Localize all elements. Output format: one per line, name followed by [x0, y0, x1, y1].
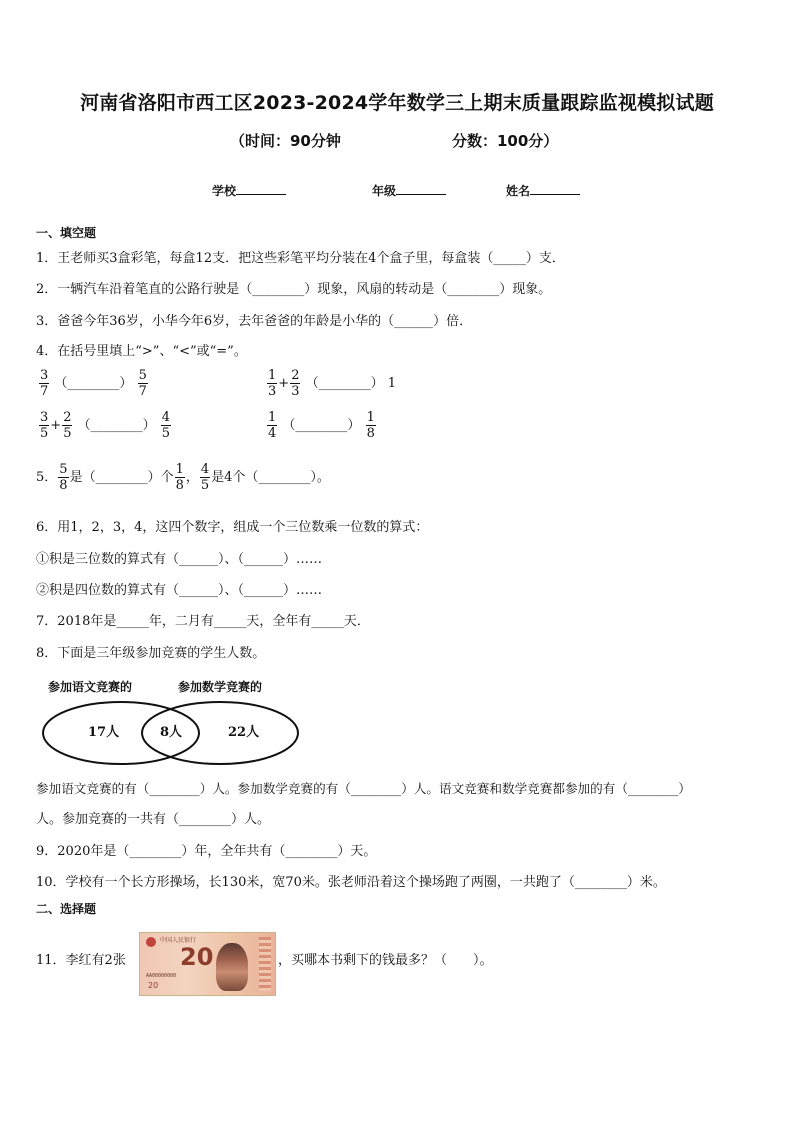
bill-serial: AA00000000 [146, 973, 177, 979]
fraction: $\frac{5}{7}$ [138, 368, 147, 399]
name-label: 姓名 [506, 184, 531, 198]
venn-label-math: 参加数学竞赛的 [178, 680, 263, 694]
fraction: $\frac{1}{8}$ [175, 462, 184, 493]
bill-value: 20 [180, 943, 214, 971]
fraction: $\frac{3}{7}$ [40, 368, 49, 399]
venn-label-chinese: 参加语文竞赛的 [48, 680, 133, 694]
section-fill-blank: 一、填空题 [36, 226, 97, 240]
fraction: $\frac{4}{5}$ [200, 462, 210, 493]
question-6: 6．用1，2，3，4，这四个数字，组成一个三位数乘一位数的算式： [36, 520, 429, 535]
question-1: 1．王老师买3盒彩笔，每盒12支．把这些彩笔平均分装在4个盒子里，每盒装（_____）支． [36, 251, 565, 266]
q4-item-a [38, 368, 149, 399]
q4-item-b [266, 368, 396, 399]
school-label: 学校 [212, 184, 237, 198]
answer-blank[interactable]: （________） [305, 376, 384, 391]
question-9: 9．2020年是（________）年，全年共有（________）天。 [36, 844, 377, 859]
fraction: $\frac{1}{3}$ [268, 368, 277, 399]
venn-middle-count: 8人 [160, 725, 183, 740]
plus-sign: + [50, 418, 62, 433]
answer-blank[interactable]: （________） [282, 418, 361, 433]
question-11-before: 11．李红有2张 [36, 953, 126, 968]
school-field [212, 182, 286, 199]
question-8: 8．下面是三年级参加竞赛的学生人数。 [36, 646, 266, 661]
school-blank[interactable] [236, 194, 286, 195]
question-5 [36, 462, 330, 493]
time-label: （时间：90分钟 [230, 132, 341, 150]
grade-label: 年级 [372, 184, 397, 198]
answer-blank[interactable]: （________） [77, 418, 156, 433]
name-blank[interactable] [530, 194, 580, 195]
bank-name: 中国人民银行 [160, 937, 197, 944]
fraction: $\frac{3}{5}$ [40, 410, 49, 441]
venn-right-count: 22人 [228, 725, 260, 740]
q4-item-c [38, 410, 172, 441]
section-choice: 二、选择题 [36, 902, 97, 916]
number-one: 1 [387, 376, 397, 391]
question-6b: ②积是四位数的算式有（______）、（______）…… [36, 583, 323, 598]
question-2: 2．一辆汽车沿着笔直的公路行驶是（________）现象，风扇的转动是（________）现象。 [36, 282, 552, 297]
question-4: 4．在括号里填上“>”、“<”或“=”。 [36, 344, 247, 359]
q4-item-d [266, 410, 377, 441]
q5-text-1: 是（________）个 [69, 470, 174, 485]
fraction: $\frac{2}{3}$ [291, 368, 300, 399]
banknote-20-image [139, 932, 276, 996]
fraction: $\frac{4}{5}$ [161, 410, 171, 441]
venn-left-count: 17人 [88, 725, 120, 740]
question-6a: ①积是三位数的算式有（______）、（______）…… [36, 552, 323, 567]
question-8-line-1: 参加语文竞赛的有（________）人。参加数学竞赛的有（________）人。语文竞赛和数学竞赛都参加的有（________） [36, 781, 691, 796]
emblem-icon [146, 937, 156, 947]
question-10: 10．学校有一个长方形操场，长130米，宽70米。张老师沿着这个操场跑了两圈，一共跑了（________）米。 [36, 875, 666, 890]
grade-field [372, 182, 446, 199]
q5-text-3: 是4个（________）。 [211, 470, 330, 485]
page-title: 河南省洛阳市西工区2023-2024学年数学三上期末质量跟踪监视模拟试题 [80, 92, 714, 114]
grade-blank[interactable] [396, 194, 446, 195]
bill-small-value: 20 [148, 981, 159, 990]
question-3: 3．爸爸今年36岁，小华今年6岁，去年爸爸的年龄是小华的（______）倍． [36, 314, 473, 329]
answer-blank[interactable]: （________） [54, 376, 133, 391]
fraction: $\frac{1}{4}$ [268, 410, 277, 441]
question-7: 7．2018年是_____年，二月有_____天，全年有_____天． [36, 614, 370, 629]
question-8-line-2: 人。参加竞赛的一共有（________）人。 [36, 812, 271, 827]
question-11-after: ，买哪本书剩下的钱最多？（ ）。 [278, 953, 493, 968]
fraction: $\frac{5}{8}$ [59, 462, 68, 493]
fraction: $\frac{1}{8}$ [366, 410, 375, 441]
portrait-image [216, 943, 248, 991]
q5-text-2: ， [185, 470, 199, 485]
name-field [506, 182, 580, 199]
score-label: 分数：100分） [452, 132, 559, 150]
fraction: $\frac{2}{5}$ [63, 410, 72, 441]
question-number: 5． [36, 470, 58, 485]
plus-sign: + [278, 376, 290, 391]
bill-pattern [259, 937, 271, 991]
